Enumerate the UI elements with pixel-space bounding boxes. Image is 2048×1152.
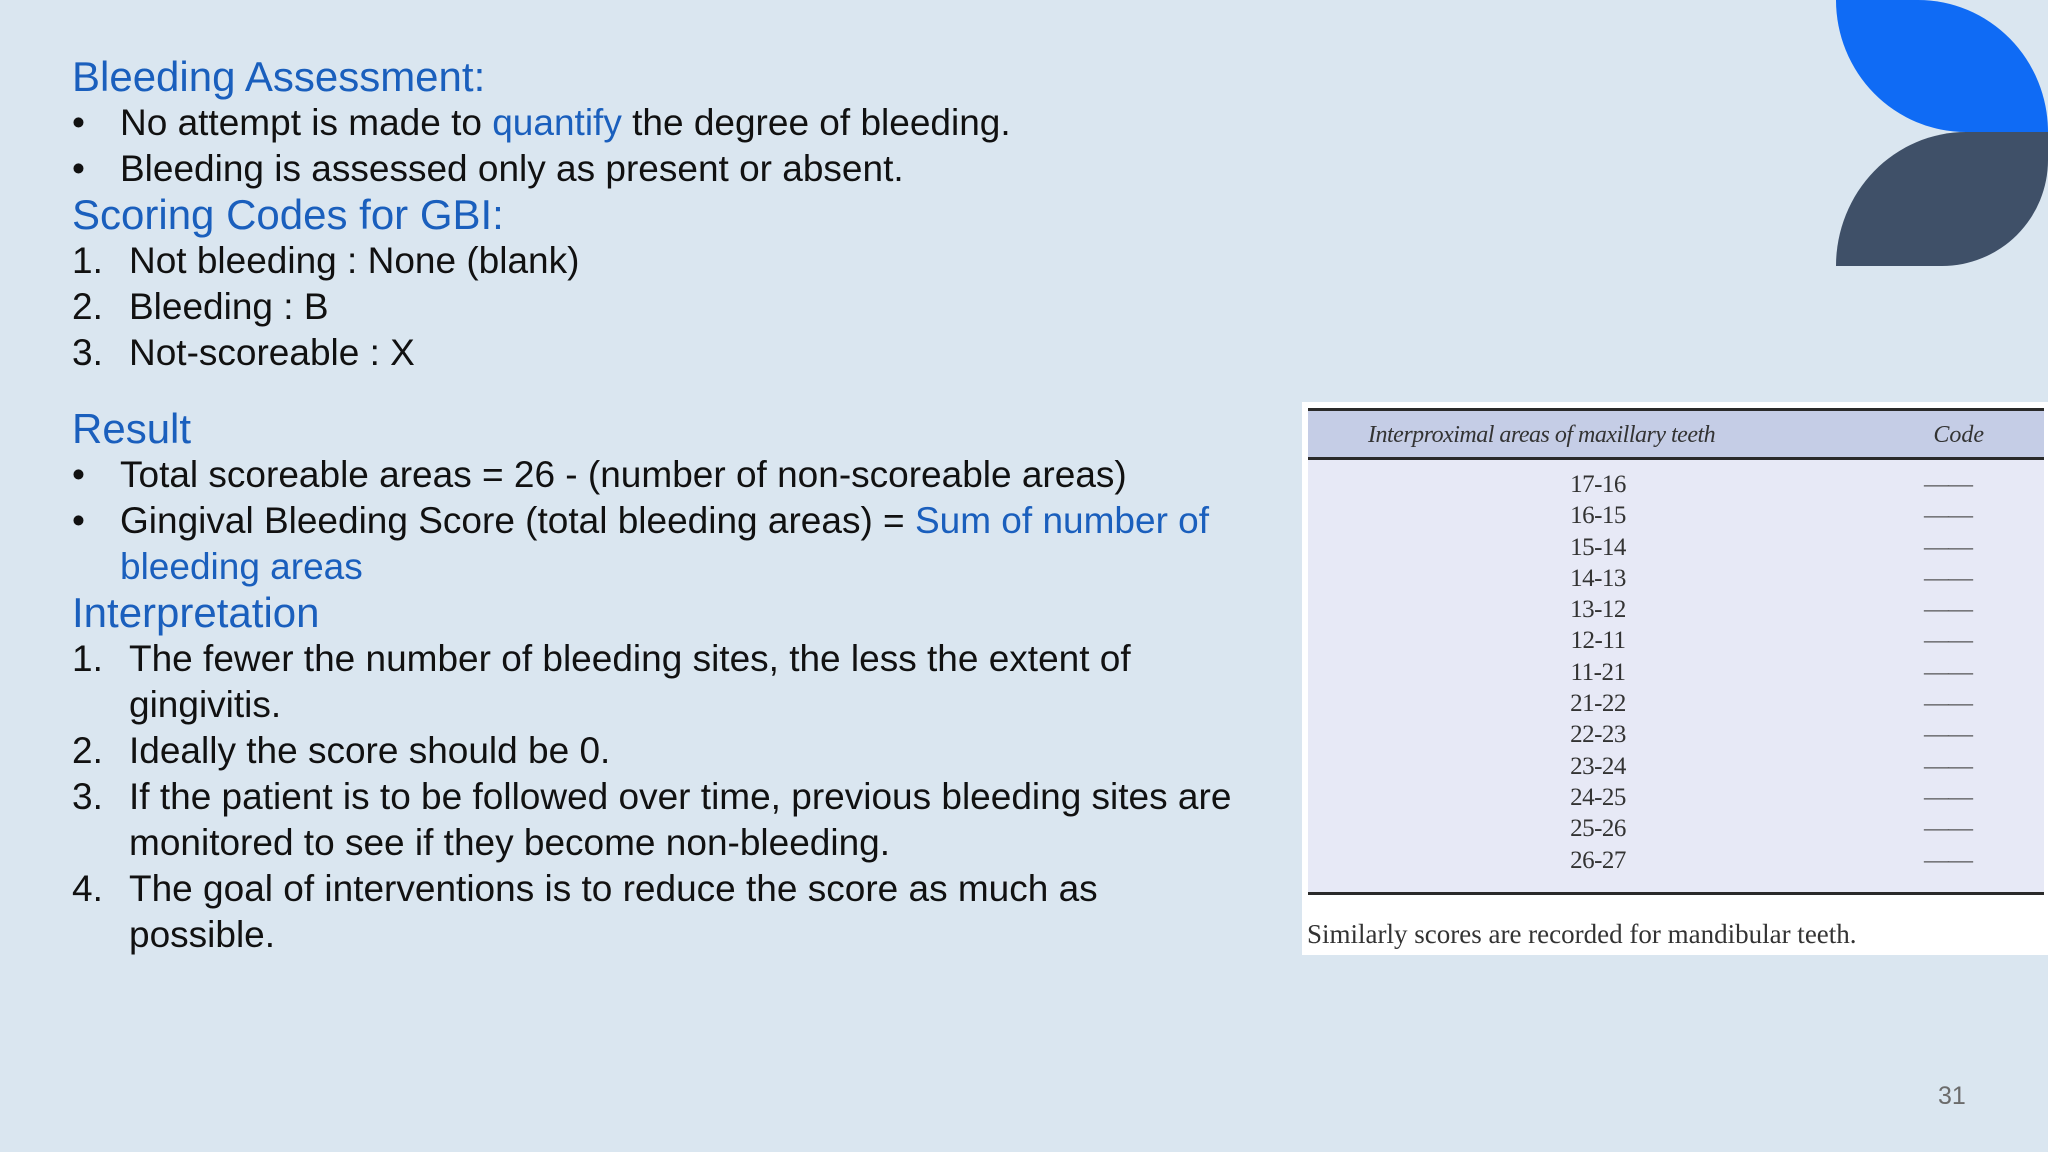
list-item-continuation: possible.: [129, 914, 276, 955]
result-heading: Result: [72, 405, 192, 452]
code-cell: ——: [1924, 564, 1972, 592]
list-number: 3.: [72, 332, 103, 373]
slate-leaf-shape: [1836, 132, 2048, 266]
list-item: [72, 866, 1282, 912]
bullet-item: • Total scoreable areas = 26 - (number of non-scoreable areas): [72, 452, 1282, 498]
table-header: [1308, 408, 2044, 460]
list-text: The goal of interventions is to reduce the score as much as: [129, 868, 1098, 909]
slide-content: [72, 54, 1282, 958]
table-row: [1308, 470, 2044, 501]
code-cell: ——: [1924, 533, 1972, 561]
table-row: [1308, 689, 2044, 720]
gbi-table: [1308, 408, 2044, 894]
bullet-continuation: [72, 544, 1282, 590]
column-header-code: Code: [1933, 422, 1984, 448]
table-row: [1308, 783, 2044, 814]
table-bottom-rule: [1308, 892, 2044, 895]
highlight-text: bleeding areas: [120, 546, 363, 587]
area-cell: 16-15: [1570, 502, 1626, 530]
list-text: If the patient is to be followed over time, previous bleeding sites are: [129, 776, 1232, 817]
table-row: [1308, 595, 2044, 626]
column-header-area: Interproximal areas of maxillary teeth: [1368, 422, 1716, 448]
text-segment: the degree of bleeding.: [621, 102, 1011, 143]
scoring-codes-heading: Scoring Codes for GBI:: [72, 191, 504, 238]
area-cell: 22-23: [1570, 721, 1626, 749]
list-text: Not-scoreable : X: [129, 332, 415, 373]
list-number: 1.: [72, 240, 103, 281]
area-cell: 14-13: [1570, 564, 1626, 592]
area-cell: 25-26: [1570, 815, 1626, 843]
area-cell: 11-21: [1570, 658, 1626, 686]
table-row: [1308, 814, 2044, 845]
blue-leaf-shape: [1836, 0, 2048, 132]
table-row: [1308, 626, 2044, 657]
list-number: 1.: [72, 638, 103, 679]
area-cell: 23-24: [1570, 752, 1626, 780]
list-item: [72, 330, 1282, 376]
list-number: 4.: [72, 868, 103, 909]
area-cell: 26-27: [1570, 846, 1626, 874]
code-cell: ——: [1924, 658, 1972, 686]
table-row: [1308, 720, 2044, 751]
table-row: [1308, 533, 2044, 564]
area-cell: 15-14: [1570, 533, 1626, 561]
table-row: [1308, 846, 2044, 877]
code-cell: ——: [1924, 846, 1972, 874]
list-item: [72, 284, 1282, 330]
list-number: 2.: [72, 286, 103, 327]
table-body: [1308, 470, 2044, 877]
text-segment: No attempt is made to: [120, 102, 493, 143]
code-cell: ——: [1924, 783, 1972, 811]
highlight-text: Sum of number of: [914, 500, 1210, 541]
code-cell: ——: [1924, 596, 1972, 624]
code-cell: ——: [1924, 690, 1972, 718]
code-cell: ——: [1924, 721, 1972, 749]
list-text: Ideally the score should be 0.: [129, 730, 611, 771]
highlight-text: quantify: [492, 102, 622, 143]
list-item: [72, 774, 1282, 820]
list-text: Bleeding : B: [129, 286, 329, 327]
list-item: [72, 238, 1282, 284]
area-cell: 21-22: [1570, 690, 1626, 718]
code-cell: ——: [1924, 471, 1972, 498]
list-item-continuation: gingivitis.: [129, 684, 282, 725]
area-cell: 12-11: [1570, 627, 1626, 655]
list-item-continuation: monitored to see if they become non-bleeding.: [129, 822, 891, 863]
area-cell: 13-12: [1570, 596, 1626, 624]
table-row: [1308, 564, 2044, 595]
code-cell: ——: [1924, 502, 1972, 530]
gbi-table-figure: [1302, 402, 2048, 955]
table-row: [1308, 501, 2044, 532]
decorative-shapes: [1836, 0, 2048, 266]
list-text: Not bleeding : None (blank): [129, 240, 580, 281]
bullet-item: • Bleeding is assessed only as present or absent.: [72, 146, 1282, 192]
code-cell: ——: [1924, 627, 1972, 655]
page-number: 31: [1938, 1082, 1966, 1110]
bleeding-assessment-heading: Bleeding Assessment:: [72, 53, 486, 100]
list-item: [72, 636, 1282, 682]
bullet-item: [72, 498, 1282, 544]
table-row: [1308, 658, 2044, 689]
table-caption: Similarly scores are recorded for mandibular teeth.: [1307, 919, 1857, 949]
list-number: 3.: [72, 776, 103, 817]
bullet-item: [72, 100, 1282, 146]
area-cell: 17-16: [1570, 471, 1626, 498]
list-item: [72, 728, 1282, 774]
code-cell: ——: [1924, 752, 1972, 780]
interpretation-heading: Interpretation: [72, 589, 320, 636]
code-cell: ——: [1924, 815, 1972, 843]
text-segment: Gingival Bleeding Score (total bleeding areas) =: [120, 500, 915, 541]
area-cell: 24-25: [1570, 783, 1626, 811]
list-text: The fewer the number of bleeding sites, the less the extent of: [129, 638, 1131, 679]
table-row: [1308, 752, 2044, 783]
list-number: 2.: [72, 730, 103, 771]
